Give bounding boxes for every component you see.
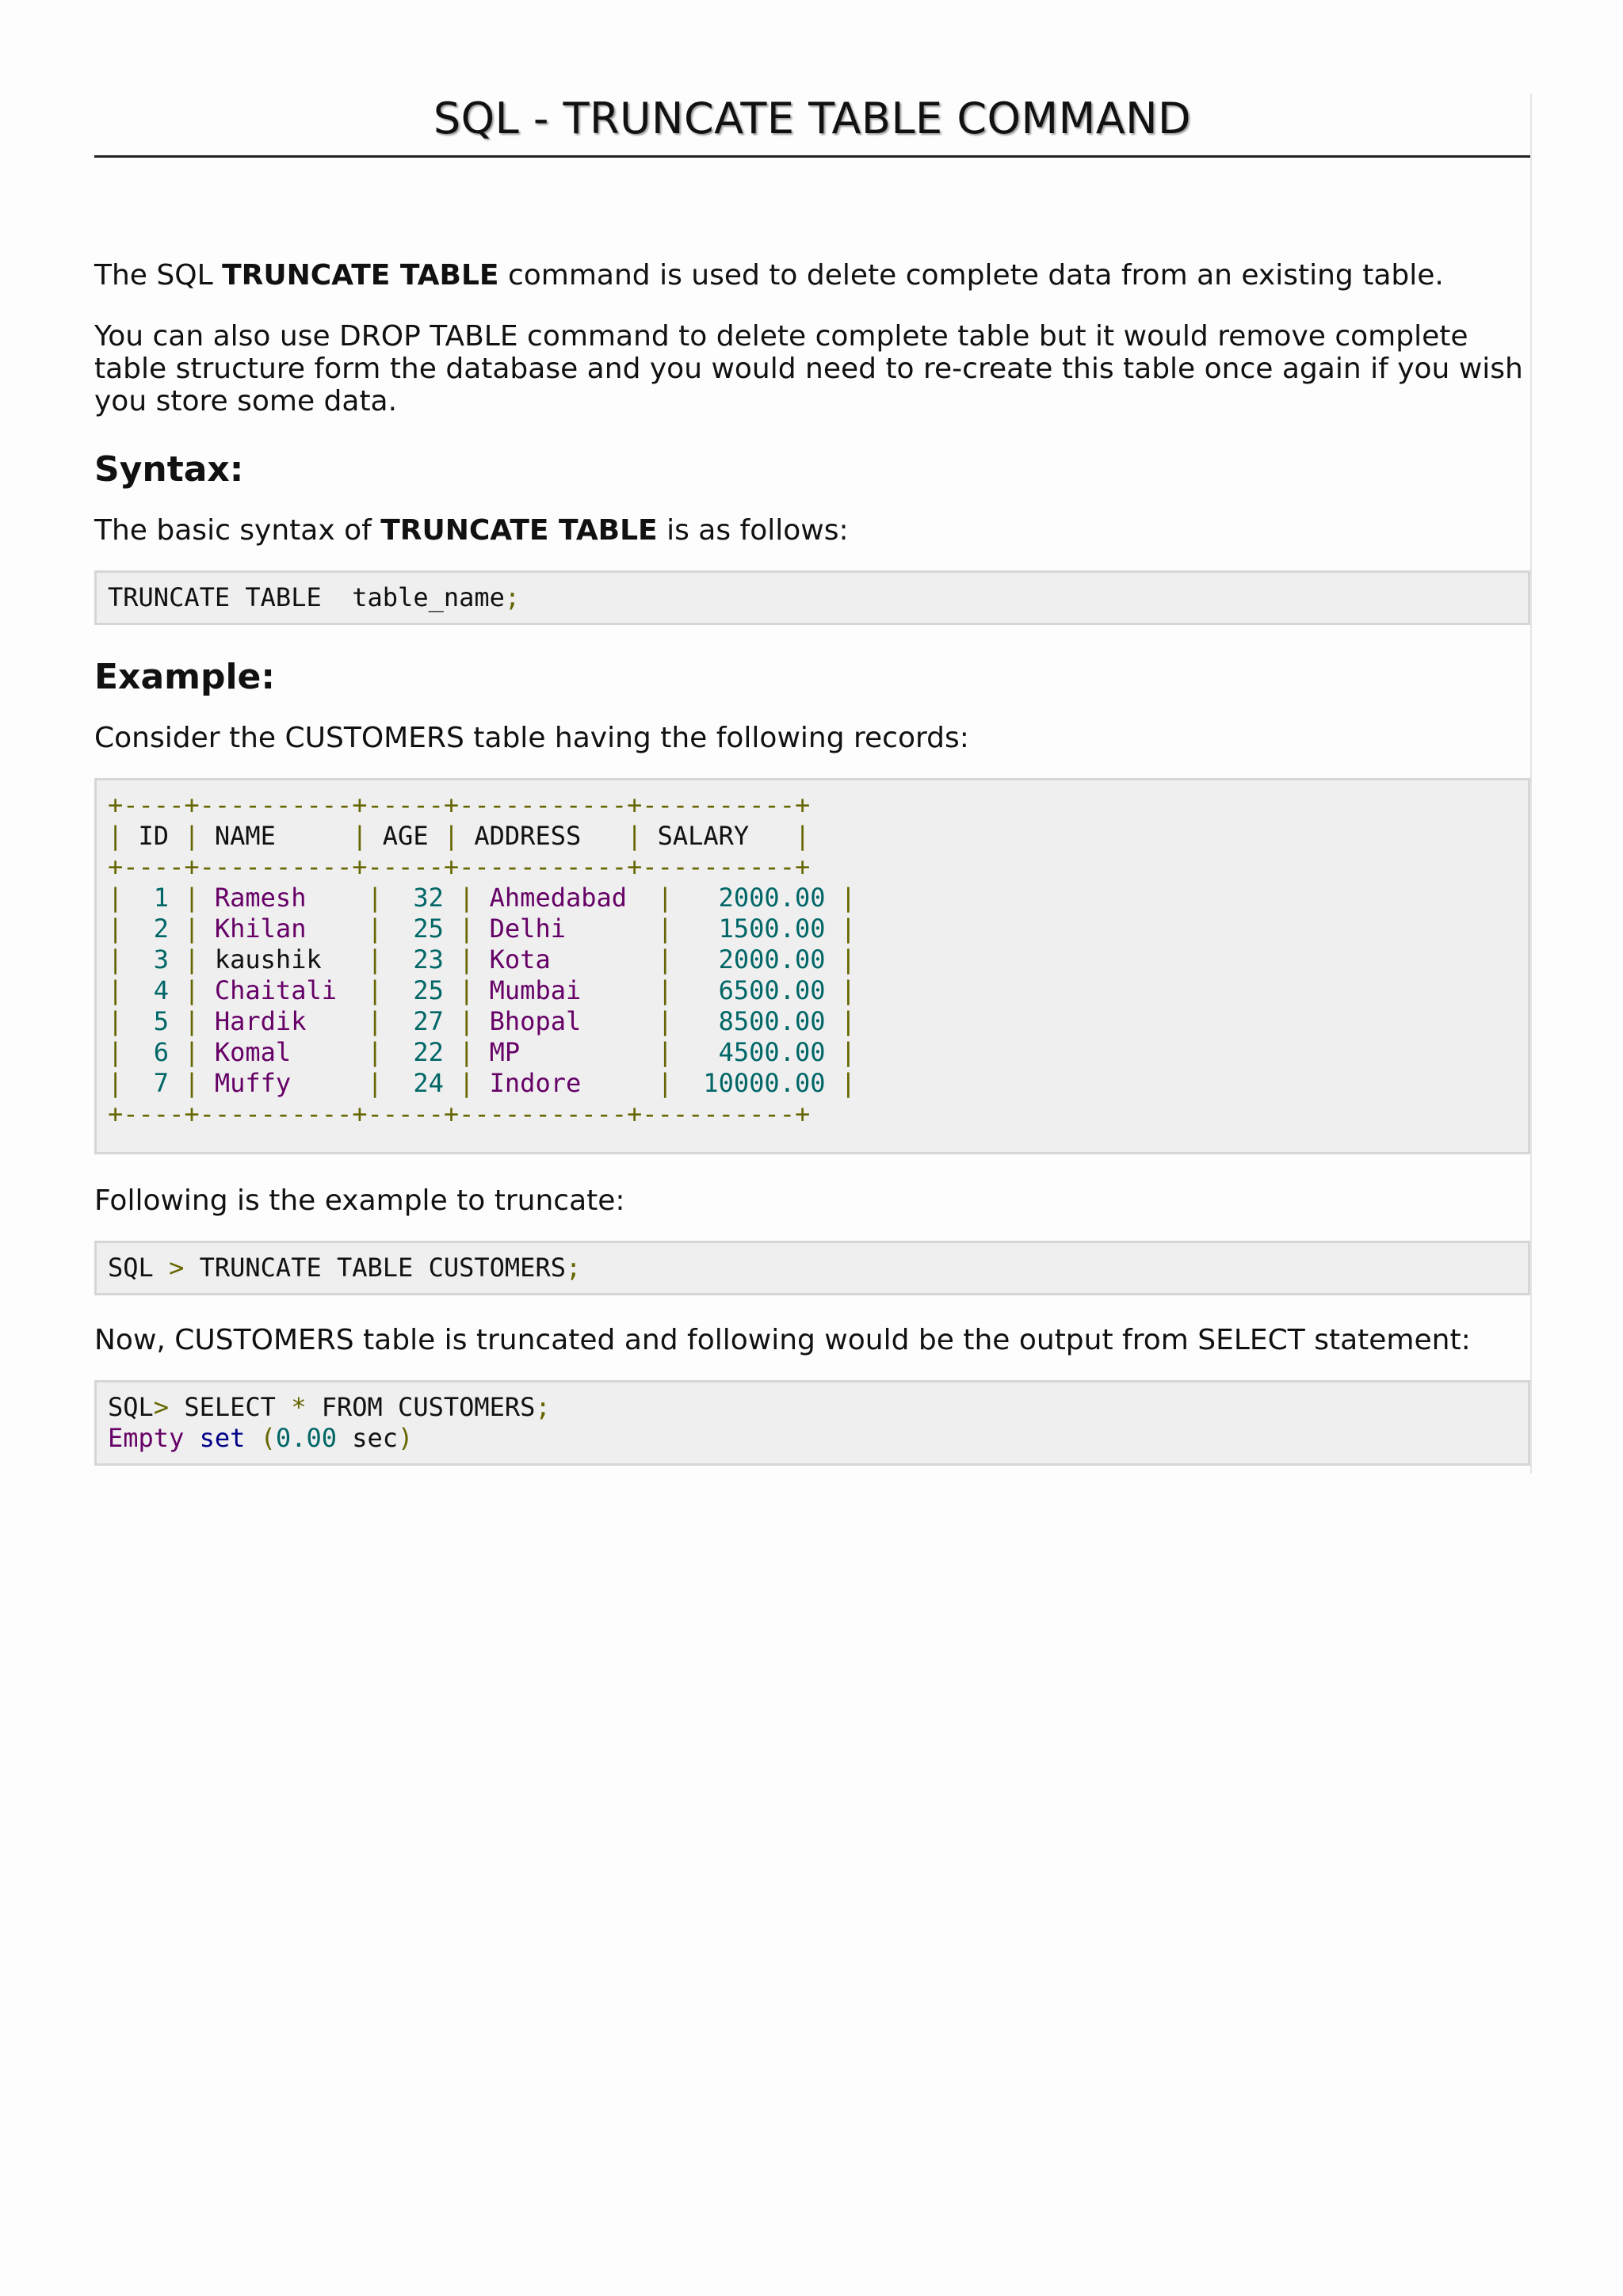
syntax-code-block: TRUNCATE TABLE table_name;: [94, 570, 1530, 625]
cell-address: Bhopal: [489, 1005, 582, 1036]
table-row: | 6 | Komal | 22 | MP | 4500.00 |: [108, 1036, 857, 1067]
table-header-address: ADDRESS: [459, 820, 628, 851]
cell-id: 1: [153, 882, 170, 913]
cell-id: 6: [153, 1036, 170, 1067]
cell-address: Kota: [489, 944, 551, 974]
truncate-intro: Following is the example to truncate:: [94, 1184, 625, 1217]
cell-age: 24: [413, 1067, 444, 1098]
cell-name: Khilan: [214, 913, 307, 944]
cell-salary: 1500.00: [718, 913, 826, 944]
table-row: | 3 | kaushik | 23 | Kota | 2000.00 |: [108, 944, 857, 974]
cell-age: 23: [413, 944, 444, 974]
cell-name: Komal: [214, 1036, 292, 1067]
document-page: [94, 93, 1530, 1466]
cell-age: 27: [413, 1005, 444, 1036]
page-title: SQL - TRUNCATE TABLE COMMAND: [94, 93, 1530, 158]
cell-salary: 4500.00: [718, 1036, 826, 1067]
cell-id: 4: [153, 974, 170, 1005]
cell-name: kaushik: [214, 944, 322, 974]
select-code-block: SQL> SELECT * FROM CUSTOMERS; Empty set (0.00 sec): [94, 1380, 1530, 1466]
table-row: | 4 | Chaitali | 25 | Mumbai | 6500.00 |: [108, 974, 857, 1005]
cell-name: Muffy: [214, 1067, 292, 1098]
table-border-mid: +----+----------+-----+-----------+----------+: [108, 851, 811, 882]
cell-salary: 10000.00: [703, 1067, 826, 1098]
cell-name: Chaitali: [214, 974, 337, 1005]
syntax-heading: Syntax:: [94, 448, 244, 490]
table-header-id: ID: [123, 820, 185, 851]
cell-salary: 6500.00: [718, 974, 826, 1005]
cell-name: Ramesh: [214, 882, 307, 913]
cell-name: Hardik: [214, 1005, 307, 1036]
table-row: | 2 | Khilan | 25 | Delhi | 1500.00 |: [108, 913, 857, 944]
truncate-code-block: SQL > TRUNCATE TABLE CUSTOMERS;: [94, 1241, 1530, 1295]
syntax-description: The basic syntax of TRUNCATE TABLE is as follows:: [94, 513, 849, 547]
cell-address: Delhi: [489, 913, 566, 944]
table-row: | 7 | Muffy | 24 | Indore | 10000.00 |: [108, 1067, 857, 1098]
select-intro: Now, CUSTOMERS table is truncated and following would be the output from SELECT statement:: [94, 1323, 1471, 1356]
cell-id: 7: [153, 1067, 170, 1098]
table-row: | 1 | Ramesh | 32 | Ahmedabad | 2000.00 |: [108, 882, 857, 913]
cell-age: 32: [413, 882, 444, 913]
cell-age: 25: [413, 913, 444, 944]
cell-id: 5: [153, 1005, 170, 1036]
table-header-name: NAME: [199, 820, 353, 851]
page-right-rule: [1530, 93, 1532, 1474]
example-heading: Example:: [94, 656, 275, 697]
cell-salary: 8500.00: [718, 1005, 826, 1036]
cell-salary: 2000.00: [718, 882, 826, 913]
customers-table-block: +----+----------+-----+-----------+----------+ | ID | NAME | AGE | ADDRESS | SALARY | +----+----------+-----+-----------+----------+ | 1 | Ramesh | 32 | Ahmedabad | 2000.00 | | 2 | Khilan | 25 | Delhi | 1500.00 | | 3 | kaushik | 23 | Kota | 2000.00 | | 4 | Chaitali | 25 | Mumbai | 6500.00 | | 5 | Hardik | 27 | Bhopal | 8500.00 | | 6 | Komal | 22 | MP | 4500.00 | | 7 | Muffy | 24 | Indore | 10000.00 | +----+----------+-----+-----------+----------+: [94, 778, 1530, 1154]
cell-id: 3: [153, 944, 170, 974]
table-header-salary: SALARY: [642, 820, 795, 851]
intro-paragraph-2: You can also use DROP TABLE command to delete complete table but it would remove complete table structure form the database and you would need to re-create this table once again if you wish you store some data.: [94, 319, 1523, 418]
intro-paragraph-1: The SQL TRUNCATE TABLE command is used to delete complete data from an existing table.: [94, 258, 1444, 292]
cell-address: MP: [489, 1036, 521, 1067]
cell-age: 22: [413, 1036, 444, 1067]
example-intro: Consider the CUSTOMERS table having the following records:: [94, 721, 969, 754]
table-border-top: +----+----------+-----+-----------+----------+: [108, 789, 811, 820]
cell-address: Ahmedabad: [489, 882, 628, 913]
table-header-age: AGE: [367, 820, 444, 851]
cell-address: Indore: [489, 1067, 582, 1098]
table-border-bottom: +----+----------+-----+-----------+----------+: [108, 1098, 811, 1129]
cell-salary: 2000.00: [718, 944, 826, 974]
cell-age: 25: [413, 974, 444, 1005]
cell-id: 2: [153, 913, 170, 944]
table-row: | 5 | Hardik | 27 | Bhopal | 8500.00 |: [108, 1005, 857, 1036]
cell-address: Mumbai: [489, 974, 582, 1005]
